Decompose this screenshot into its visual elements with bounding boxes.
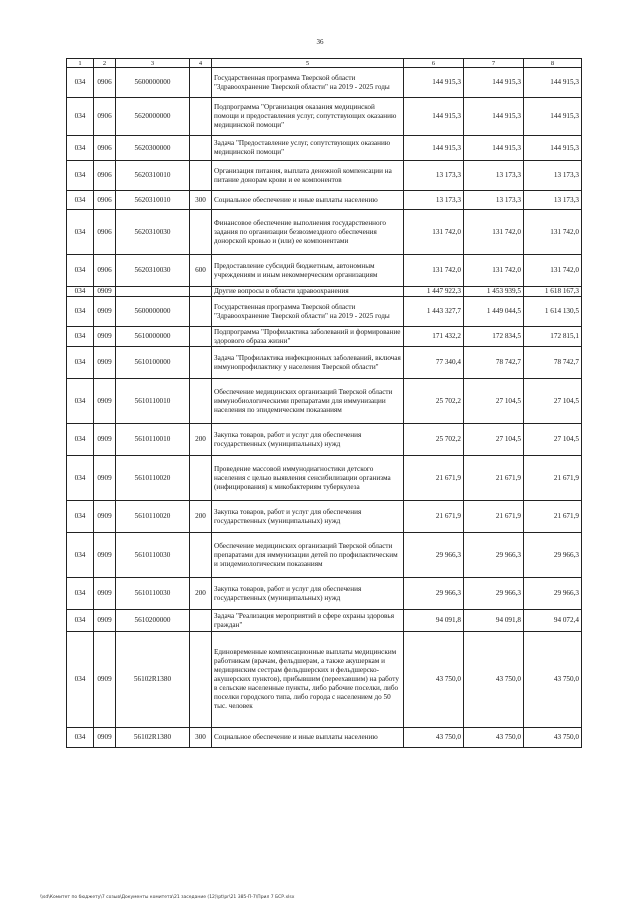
description-cell: Задача "Профилактика инфекционных заболеваний, включая иммунопрофилактику у населения Тверской области"	[212, 347, 404, 379]
expense-type-cell	[190, 297, 212, 327]
table-row	[67, 610, 582, 632]
value-2021-cell: 25 702,2	[404, 424, 464, 456]
value-2023-cell: 29 966,3	[524, 533, 582, 578]
value-2022-cell: 131 742,0	[464, 255, 524, 287]
ministry-code-cell: 034	[67, 610, 94, 632]
value-2022-cell: 94 091,8	[464, 610, 524, 632]
value-2023-cell: 13 173,3	[524, 161, 582, 191]
value-2022-cell: 78 742,7	[464, 347, 524, 379]
ministry-code-cell: 034	[67, 297, 94, 327]
value-2023-cell: 21 671,9	[524, 456, 582, 501]
ministry-code-cell: 034	[67, 210, 94, 255]
value-2021-cell: 1 447 922,3	[404, 287, 464, 297]
section-code-cell: 0909	[94, 287, 116, 297]
expense-type-cell	[190, 136, 212, 161]
value-2021-cell: 131 742,0	[404, 210, 464, 255]
table-row	[67, 501, 582, 533]
target-code-cell: 5610200000	[116, 610, 190, 632]
value-2023-cell: 13 173,3	[524, 191, 582, 210]
value-2022-cell: 172 834,5	[464, 327, 524, 347]
section-code-cell: 0906	[94, 161, 116, 191]
table-header-row	[67, 59, 582, 68]
value-2021-cell: 144 915,3	[404, 98, 464, 136]
value-2021-cell: 29 966,3	[404, 578, 464, 610]
expense-type-cell	[190, 379, 212, 424]
value-2022-cell: 29 966,3	[464, 533, 524, 578]
value-2022-cell: 21 671,9	[464, 456, 524, 501]
value-2023-cell: 144 915,3	[524, 136, 582, 161]
target-code-cell: 5620310010	[116, 191, 190, 210]
ministry-code-cell: 034	[67, 347, 94, 379]
table-row	[67, 379, 582, 424]
description-cell: Социальное обеспечение и иные выплаты населению	[212, 728, 404, 748]
section-code-cell: 0909	[94, 610, 116, 632]
target-code-cell: 56102R1380	[116, 632, 190, 728]
section-code-cell: 0909	[94, 578, 116, 610]
value-2023-cell: 94 072,4	[524, 610, 582, 632]
header-cell: 1	[67, 59, 94, 68]
value-2022-cell: 29 966,3	[464, 578, 524, 610]
ministry-code-cell: 034	[67, 728, 94, 748]
expense-type-cell	[190, 327, 212, 347]
value-2022-cell: 144 915,3	[464, 68, 524, 98]
section-code-cell: 0909	[94, 347, 116, 379]
target-code-cell: 5610110030	[116, 533, 190, 578]
table-row	[67, 210, 582, 255]
value-2022-cell: 144 915,3	[464, 136, 524, 161]
description-cell: Единовременные компенсационные выплаты медицинским работникам (врачам, фельдшерам, а также акушеркам и медицинским сестрам фельдшерских и фельдшерско-акушерских пунктов), прибывшим (переехавшим) на работу в сельские населенные пункты, либо рабочие поселки, либо поселки городского типа, либо города с населением до 50 тыс. человек	[212, 632, 404, 728]
header-cell: 4	[190, 59, 212, 68]
value-2023-cell: 29 966,3	[524, 578, 582, 610]
description-cell: Обеспечение медицинских организаций Тверской области препаратами для иммунизации детей по профилактическим и эпидемиологическим показаниям	[212, 533, 404, 578]
target-code-cell: 5620000000	[116, 98, 190, 136]
table-row	[67, 255, 582, 287]
expense-type-cell	[190, 210, 212, 255]
section-code-cell: 0906	[94, 98, 116, 136]
target-code-cell	[116, 287, 190, 297]
expense-type-cell: 200	[190, 424, 212, 456]
description-cell: Обеспечение медицинских организаций Тверской области иммунобиологическими препаратами для иммунизации населения по эпидемическим показаниям	[212, 379, 404, 424]
ministry-code-cell: 034	[67, 68, 94, 98]
description-cell: Задача "Предоставление услуг, сопутствующих оказанию медицинской помощи"	[212, 136, 404, 161]
ministry-code-cell: 034	[67, 379, 94, 424]
value-2021-cell: 21 671,9	[404, 501, 464, 533]
expense-type-cell	[190, 456, 212, 501]
description-cell: Государственная программа Тверской области "Здравоохранение Тверской области" на 2019 - 2025 годы	[212, 297, 404, 327]
expense-type-cell: 200	[190, 578, 212, 610]
section-code-cell: 0906	[94, 255, 116, 287]
description-cell: Государственная программа Тверской области "Здравоохранение Тверской области" на 2019 - 2025 годы	[212, 68, 404, 98]
section-code-cell: 0909	[94, 456, 116, 501]
section-code-cell: 0906	[94, 136, 116, 161]
value-2022-cell: 43 750,0	[464, 632, 524, 728]
ministry-code-cell: 034	[67, 191, 94, 210]
header-cell: 2	[94, 59, 116, 68]
expense-type-cell	[190, 98, 212, 136]
section-code-cell: 0909	[94, 728, 116, 748]
target-code-cell: 5610110030	[116, 578, 190, 610]
ministry-code-cell: 034	[67, 632, 94, 728]
table-row	[67, 68, 582, 98]
description-cell: Закупка товаров, работ и услуг для обеспечения государственных (муниципальных) нужд	[212, 501, 404, 533]
header-cell: 5	[212, 59, 404, 68]
value-2021-cell: 21 671,9	[404, 456, 464, 501]
value-2021-cell: 94 091,8	[404, 610, 464, 632]
table-row	[67, 578, 582, 610]
value-2022-cell: 1 449 044,5	[464, 297, 524, 327]
description-cell: Проведение массовой иммунодиагностики детского населения с целью выявления сенсибилизации организма (инфицирования) к микобактериям туберкулеза	[212, 456, 404, 501]
value-2023-cell: 21 671,9	[524, 501, 582, 533]
ministry-code-cell: 034	[67, 533, 94, 578]
value-2021-cell: 131 742,0	[404, 255, 464, 287]
page-number: 36	[316, 38, 324, 46]
table-row	[67, 533, 582, 578]
value-2021-cell: 43 750,0	[404, 632, 464, 728]
value-2023-cell: 1 618 167,3	[524, 287, 582, 297]
target-code-cell: 5620300000	[116, 136, 190, 161]
ministry-code-cell: 034	[67, 136, 94, 161]
budget-table	[66, 58, 582, 748]
value-2022-cell: 21 671,9	[464, 501, 524, 533]
value-2023-cell: 172 815,1	[524, 327, 582, 347]
description-cell: Финансовое обеспечение выполнения государственного задания по организации безвозмездного обеспечения донорской кровью и (или) ее компонентами	[212, 210, 404, 255]
value-2021-cell: 13 173,3	[404, 191, 464, 210]
expense-type-cell	[190, 161, 212, 191]
target-code-cell: 5600000000	[116, 68, 190, 98]
description-cell: Другие вопросы в области здравоохранения	[212, 287, 404, 297]
ministry-code-cell: 034	[67, 456, 94, 501]
value-2023-cell: 1 614 130,5	[524, 297, 582, 327]
value-2022-cell: 13 173,3	[464, 191, 524, 210]
ministry-code-cell: 034	[67, 287, 94, 297]
value-2023-cell: 27 104,5	[524, 424, 582, 456]
description-cell: Предоставление субсидий бюджетным, автономным учреждениям и иным некоммерческим организациям	[212, 255, 404, 287]
section-code-cell: 0909	[94, 379, 116, 424]
section-code-cell: 0906	[94, 68, 116, 98]
value-2021-cell: 171 432,2	[404, 327, 464, 347]
table-row	[67, 136, 582, 161]
target-code-cell: 5620310030	[116, 210, 190, 255]
footer-file-path: \\sd\Комитет по бюджету\7 созыв\Документы комитета\21 заседание (12)\pt\pr\21 385-П-7\Прил 7 БСР.xlsx	[40, 895, 295, 900]
description-cell: Подпрограмма "Организация оказания медицинской помощи и предоставления услуг, сопутствующих оказанию медицинской помощи"	[212, 98, 404, 136]
target-code-cell: 5620310030	[116, 255, 190, 287]
expense-type-cell	[190, 68, 212, 98]
target-code-cell: 5610100000	[116, 347, 190, 379]
value-2021-cell: 29 966,3	[404, 533, 464, 578]
value-2023-cell: 43 750,0	[524, 632, 582, 728]
header-cell: 7	[464, 59, 524, 68]
value-2021-cell: 77 340,4	[404, 347, 464, 379]
section-code-cell: 0909	[94, 327, 116, 347]
header-cell: 3	[116, 59, 190, 68]
table-row	[67, 632, 582, 728]
value-2023-cell: 144 915,3	[524, 98, 582, 136]
expense-type-cell	[190, 610, 212, 632]
value-2022-cell: 27 104,5	[464, 379, 524, 424]
value-2023-cell: 131 742,0	[524, 255, 582, 287]
value-2023-cell: 131 742,0	[524, 210, 582, 255]
value-2022-cell: 131 742,0	[464, 210, 524, 255]
value-2021-cell: 1 443 327,7	[404, 297, 464, 327]
value-2023-cell: 144 915,3	[524, 68, 582, 98]
value-2023-cell: 27 104,5	[524, 379, 582, 424]
table-row	[67, 191, 582, 210]
expense-type-cell: 600	[190, 255, 212, 287]
description-cell: Задача "Реализация мероприятий в сфере охраны здоровья граждан"	[212, 610, 404, 632]
value-2021-cell: 13 173,3	[404, 161, 464, 191]
table-row	[67, 327, 582, 347]
table-row	[67, 456, 582, 501]
value-2022-cell: 27 104,5	[464, 424, 524, 456]
value-2021-cell: 43 750,0	[404, 728, 464, 748]
target-code-cell: 56102R1380	[116, 728, 190, 748]
description-cell: Подпрограмма "Профилактика заболеваний и формирование здорового образа жизни"	[212, 327, 404, 347]
ministry-code-cell: 034	[67, 327, 94, 347]
target-code-cell: 5620310010	[116, 161, 190, 191]
ministry-code-cell: 034	[67, 161, 94, 191]
section-code-cell: 0909	[94, 533, 116, 578]
value-2021-cell: 144 915,3	[404, 68, 464, 98]
section-code-cell: 0906	[94, 191, 116, 210]
section-code-cell: 0909	[94, 424, 116, 456]
target-code-cell: 5610000000	[116, 327, 190, 347]
value-2022-cell: 43 750,0	[464, 728, 524, 748]
expense-type-cell	[190, 533, 212, 578]
value-2022-cell: 13 173,3	[464, 161, 524, 191]
value-2022-cell: 1 453 939,5	[464, 287, 524, 297]
ministry-code-cell: 034	[67, 424, 94, 456]
table-row	[67, 161, 582, 191]
ministry-code-cell: 034	[67, 98, 94, 136]
value-2023-cell: 78 742,7	[524, 347, 582, 379]
target-code-cell: 5610110010	[116, 379, 190, 424]
header-cell: 6	[404, 59, 464, 68]
expense-type-cell: 200	[190, 501, 212, 533]
expense-type-cell	[190, 347, 212, 379]
description-cell: Организация питания, выплата денежной компенсации на питание донорам крови и ее компонентов	[212, 161, 404, 191]
table-row	[67, 424, 582, 456]
value-2022-cell: 144 915,3	[464, 98, 524, 136]
table-row	[67, 98, 582, 136]
table-row	[67, 728, 582, 748]
expense-type-cell	[190, 632, 212, 728]
table-row	[67, 347, 582, 379]
value-2021-cell: 25 702,2	[404, 379, 464, 424]
description-cell: Закупка товаров, работ и услуг для обеспечения государственных (муниципальных) нужд	[212, 578, 404, 610]
section-code-cell: 0909	[94, 501, 116, 533]
expense-type-cell: 300	[190, 728, 212, 748]
expense-type-cell	[190, 287, 212, 297]
value-2021-cell: 144 915,3	[404, 136, 464, 161]
description-cell: Социальное обеспечение и иные выплаты населению	[212, 191, 404, 210]
ministry-code-cell: 034	[67, 501, 94, 533]
header-cell: 8	[524, 59, 582, 68]
target-code-cell: 5600000000	[116, 297, 190, 327]
section-code-cell: 0906	[94, 210, 116, 255]
target-code-cell: 5610110020	[116, 456, 190, 501]
expense-type-cell: 300	[190, 191, 212, 210]
description-cell: Закупка товаров, работ и услуг для обеспечения государственных (муниципальных) нужд	[212, 424, 404, 456]
section-code-cell: 0909	[94, 297, 116, 327]
target-code-cell: 5610110020	[116, 501, 190, 533]
table-row	[67, 287, 582, 297]
section-code-cell: 0909	[94, 632, 116, 728]
table-row	[67, 297, 582, 327]
value-2023-cell: 43 750,0	[524, 728, 582, 748]
ministry-code-cell: 034	[67, 255, 94, 287]
target-code-cell: 5610110010	[116, 424, 190, 456]
ministry-code-cell: 034	[67, 578, 94, 610]
